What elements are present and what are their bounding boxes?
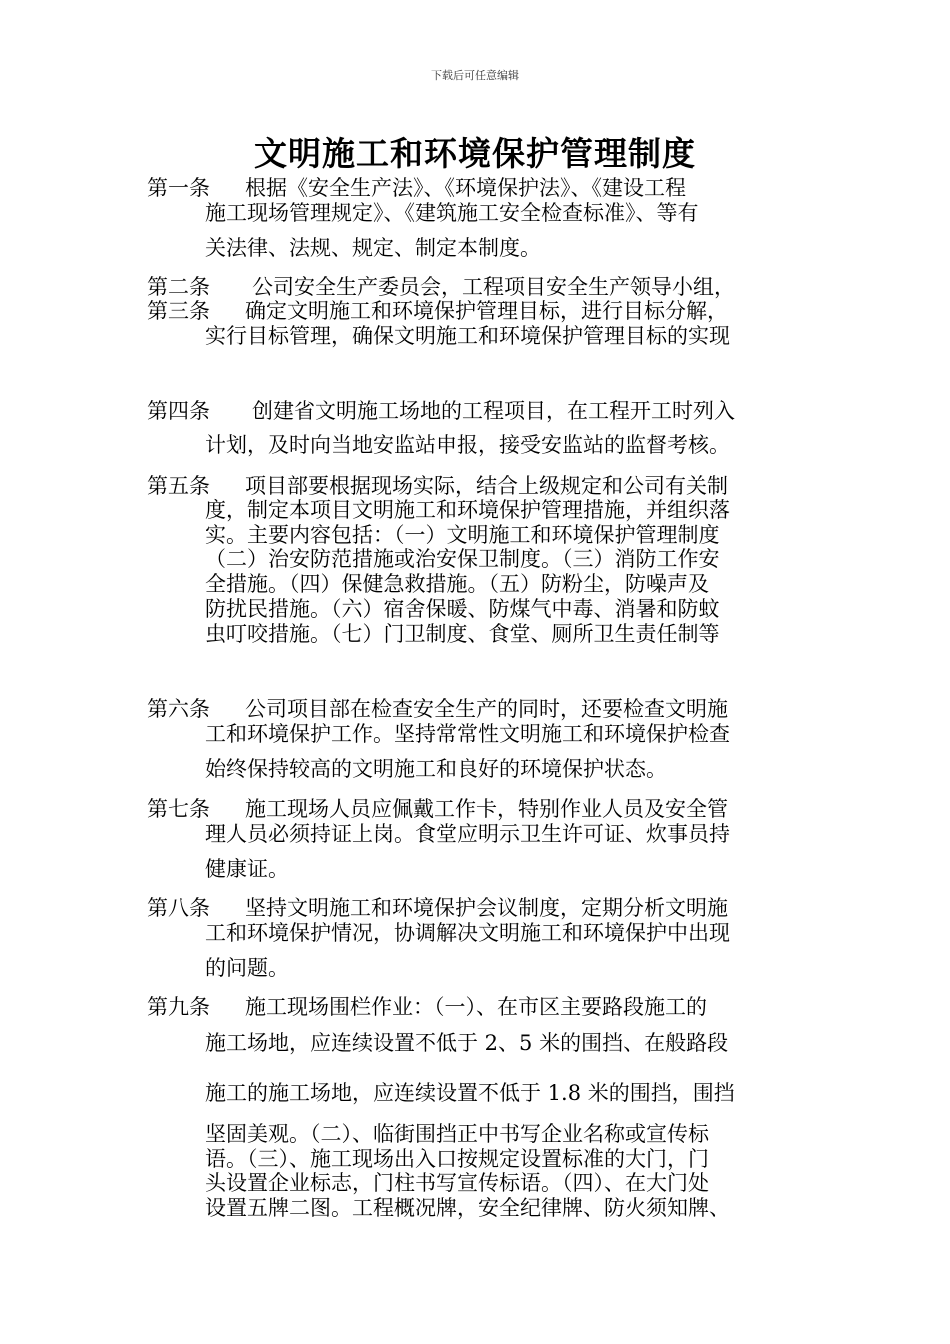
- article-5-line-6: 防扰民措施。（六）宿舍保暖、防煤气中毒、消暑和防蚊: [205, 597, 720, 621]
- article-9-line-7: 设置五牌二图。工程概况牌，安全纪律牌、防火须知牌、: [205, 1196, 730, 1220]
- article-9-line-6: 头设置企业标志，门柱书写宣传标语。（四）、在大门处: [205, 1171, 709, 1195]
- article-2-line-1: 公司安全生产委员会，工程项目安全生产领导小组，: [252, 275, 735, 299]
- article-9-line-2: 施工场地，应连续设置不低于 2、5 米的围挡、在般路段: [205, 1031, 729, 1055]
- article-7-number: 第七条: [147, 797, 210, 821]
- article-1-line-3: 关法律、法规、规定、制定本制度。: [205, 236, 541, 260]
- article-7-line-3: 健康证。: [205, 857, 289, 881]
- article-4-line-1: 创建省文明施工场地的工程项目，在工程开工时列入: [252, 399, 735, 423]
- article-9-number: 第九条: [147, 995, 210, 1019]
- article-2-number: 第二条: [147, 275, 210, 299]
- article-1-line-2: 施工现场管理规定》、《建筑施工安全检查标准》、等有: [205, 201, 699, 225]
- article-5-line-5: 全措施。（四）保健急救措施。（五）防粉尘，防噪声及: [205, 572, 709, 596]
- article-9-line-4: 坚固美观。（二）、临街围挡正中书写企业名称或宣传标: [205, 1122, 709, 1146]
- article-8-line-3: 的问题。: [205, 956, 289, 980]
- article-3-line-1: 确定文明施工和环境保护管理目标，进行目标分解，: [245, 299, 728, 323]
- article-9-line-3: 施工的施工场地，应连续设置不低于 1.8 米的围挡，围挡: [205, 1081, 735, 1105]
- article-1-line-1: 根据《安全生产法》、《环境保护法》、《建设工程: [245, 176, 686, 200]
- article-5-line-2: 度，制定本项目文明施工和环境保护管理措施，并组织落: [205, 498, 730, 522]
- article-7-line-1: 施工现场人员应佩戴工作卡，特别作业人员及安全管: [245, 797, 728, 821]
- article-7-line-2: 理人员必须持证上岗。食堂应明示卫生许可证、炊事员持: [205, 822, 730, 846]
- document-title: 文明施工和环境保护管理制度: [254, 134, 696, 173]
- article-5-line-3: 实。主要内容包括：（一）文明施工和环境保护管理制度: [205, 523, 720, 547]
- article-5-line-1: 项目部要根据现场实际，结合上级规定和公司有关制: [245, 474, 728, 498]
- article-6-line-2: 工和环境保护工作。坚持常常性文明施工和环境保护检查: [205, 722, 730, 746]
- article-9-line-1: 施工现场围栏作业：（一）、在市区主要路段施工的: [245, 995, 707, 1019]
- article-4-line-2: 计划，及时向当地安监站申报，接受安监站的监督考核。: [205, 433, 730, 457]
- article-6-number: 第六条: [147, 697, 210, 721]
- article-5-line-4: （二）治安防范措施或治安保卫制度。（三）消防工作安: [205, 547, 720, 571]
- article-5-number: 第五条: [147, 474, 210, 498]
- article-5-line-7: 虫叮咬措施。（七）门卫制度、食堂、厕所卫生责任制等: [205, 622, 720, 646]
- page-header: 下载后可任意编辑: [431, 69, 519, 82]
- article-6-line-3: 始终保持较高的文明施工和良好的环境保护状态。: [205, 757, 667, 781]
- article-3-number: 第三条: [147, 299, 210, 323]
- article-8-line-2: 工和环境保护情况，协调解决文明施工和环境保护中出现: [205, 921, 730, 945]
- article-8-line-1: 坚持文明施工和环境保护会议制度，定期分析文明施: [245, 896, 728, 920]
- article-9-line-5: 语。（三）、施工现场出入口按规定设置标准的大门，门: [205, 1147, 709, 1171]
- article-4-number: 第四条: [147, 399, 210, 423]
- article-1-number: 第一条: [147, 176, 210, 200]
- article-8-number: 第八条: [147, 896, 210, 920]
- article-3-line-2: 实行目标管理，确保文明施工和环境保护管理目标的实现: [205, 324, 730, 348]
- article-6-line-1: 公司项目部在检查安全生产的同时，还要检查文明施: [245, 697, 728, 721]
